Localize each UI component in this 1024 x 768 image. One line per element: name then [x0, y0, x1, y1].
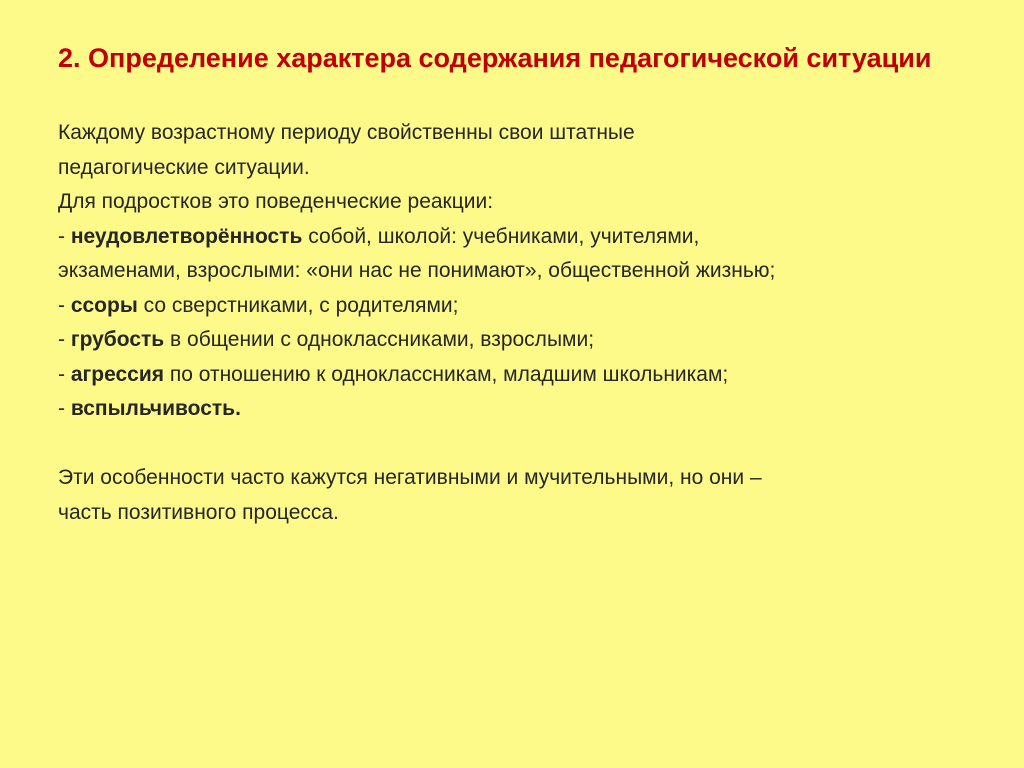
keyword-irascibility: вспыльчивость.: [70, 397, 241, 420]
bullet-dash: -: [58, 224, 71, 248]
reaction-aggression: [58, 358, 984, 393]
reaction-text: в общении с одноклассниками, взрослыми;: [164, 328, 595, 351]
reaction-rudeness: [58, 323, 984, 358]
reaction-text: собой, школой: учебниками, учителями,: [302, 224, 700, 248]
keyword-dissatisfaction: неудовлетворённость: [70, 224, 303, 248]
reaction-dissatisfaction: [58, 220, 984, 255]
paragraph-gap: [58, 427, 984, 462]
bullet-dash: -: [58, 293, 71, 317]
conclusion-line-2: часть позитивного процесса.: [58, 500, 339, 524]
reaction-irascibility: [58, 392, 984, 427]
bullet-dash: -: [58, 397, 71, 420]
reaction-text: со сверстниками, с родителями;: [137, 293, 459, 317]
reaction-dissatisfaction-continuation: экзаменами, взрослыми: «они нас не понимают», общественной жизнью;: [58, 259, 776, 282]
reaction-quarrels: [58, 289, 984, 324]
reaction-text: по отношению к одноклассникам, младшим школьникам;: [164, 362, 729, 386]
keyword-rudeness: грубость: [70, 328, 165, 351]
bullet-dash: -: [58, 328, 71, 351]
intro-line-1: Каждому возрастному периоду свойственны свои штатные: [58, 121, 635, 144]
intro-line-3: Для подростков это поведенческие реакции:: [58, 190, 494, 213]
intro-line-2: педагогические ситуации.: [58, 155, 310, 179]
slide-title: 2. Определение характера содержания педагогической ситуации: [58, 43, 932, 73]
conclusion-line-1: Эти особенности часто кажутся негативными и мучительными, но они –: [58, 466, 762, 489]
bullet-dash: -: [58, 362, 71, 386]
keyword-aggression: агрессия: [70, 362, 165, 386]
keyword-quarrels: ссоры: [70, 293, 138, 317]
slide-body: [58, 116, 984, 530]
